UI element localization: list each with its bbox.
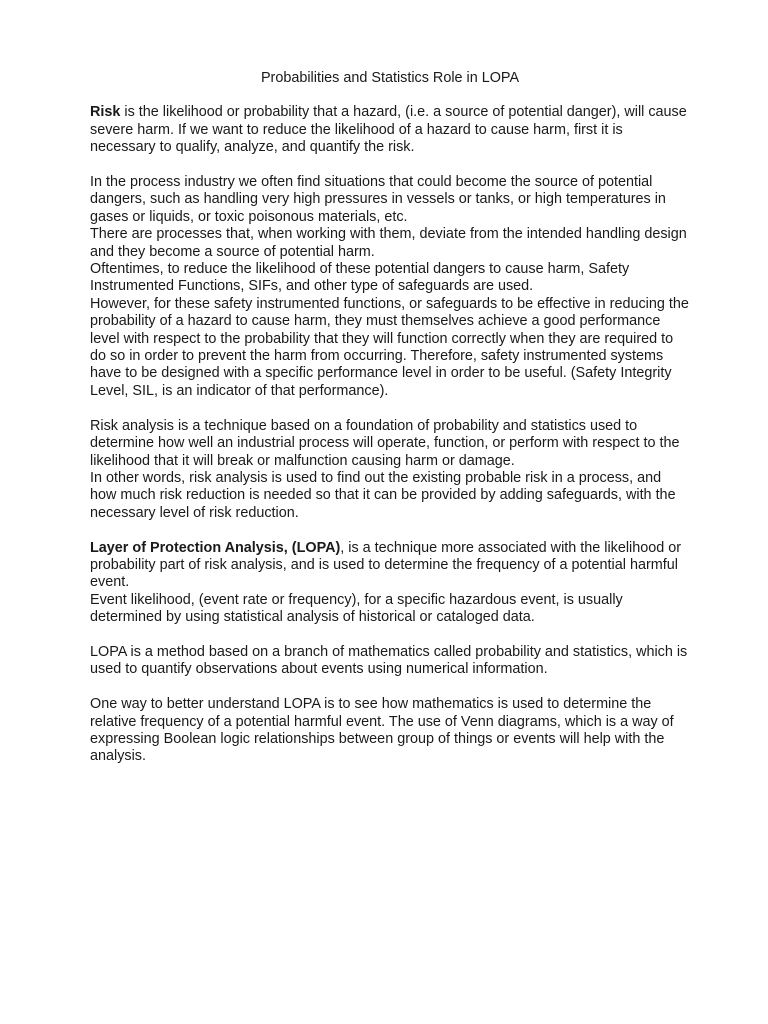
paragraph-process-industry <box>90 174 690 400</box>
paragraph-lopa-method: LOPA is a method based on a branch of mathematics called probability and statistics, which is used to quantify observations about events using numerical information. <box>90 643 688 678</box>
paragraph-line: In other words, risk analysis is used to find out the existing probable risk in a process, and how much risk reduction is needed so that it can be provided by adding safeguards, with the necessary level of risk reduction. <box>90 469 676 521</box>
paragraph-line: In the process industry we often find situations that could become the source of potential dangers, such as handling very high pressures in vessels or tanks, or high temperatures in gases or liquids, or toxic poisonous materials, etc. <box>90 174 666 225</box>
term-risk: Risk <box>90 104 121 121</box>
paragraph-risk-analysis <box>90 418 690 522</box>
paragraph-line: Oftentimes, to reduce the likelihood of these potential dangers to cause harm, Safety Instrumented Functions, SIFs, and other type of safeguards are used. <box>90 261 630 295</box>
paragraph-lopa-text: , is a technique more associated with the likelihood or probability part of risk analysis, and is used to determine the frequency of a potential harmful event. <box>90 539 682 591</box>
document-title: Probabilities and Statistics Role in LOPA <box>260 70 520 86</box>
paragraph-line: Event likelihood, (event rate or frequency), for a specific hazardous event, is usually determined by using statistical analysis of historical or cataloged data. <box>90 591 623 626</box>
paragraph-line <box>90 540 690 592</box>
paragraph-risk <box>90 104 690 156</box>
paragraph-risk-text: is the likelihood or probability that a hazard, (i.e. a source of potential danger), will cause severe harm. If we want to reduce the likelihood of a hazard to cause harm, first it is necessary to qualify, analyze, and quantify the risk. <box>90 104 687 156</box>
document-body <box>90 70 690 783</box>
paragraph-line: Risk analysis is a technique based on a foundation of probability and statistics used to determine how well an industrial process will operate, function, or perform with respect to the likelihood that it will break or malfunction causing harm or damage. <box>90 417 680 469</box>
paragraph-venn: One way to better understand LOPA is to see how mathematics is used to determine the relative frequency of a potential harmful event. The use of Venn diagrams, which is a way of expressing Boolean logic relationships between group of things or events will help with the analysis. <box>90 696 674 765</box>
paragraph-line: However, for these safety instrumented functions, or safeguards to be effective in reducing the probability of a hazard to cause harm, they must themselves achieve a good performance level with respect to the probability that they will function correctly when they are required to do so in order to prevent the harm from occurring. Therefore, safety instrumented systems have to be designed with a specific performance level in order to be useful. (Safety Integrity Level, SIL, is an indicator of that performance). <box>90 295 689 399</box>
paragraph-line: There are processes that, when working with them, deviate from the intended handling design and they become a source of potential harm. <box>90 226 687 260</box>
paragraph-lopa-definition <box>90 540 690 627</box>
term-lopa: Layer of Protection Analysis, (LOPA) <box>90 539 341 556</box>
